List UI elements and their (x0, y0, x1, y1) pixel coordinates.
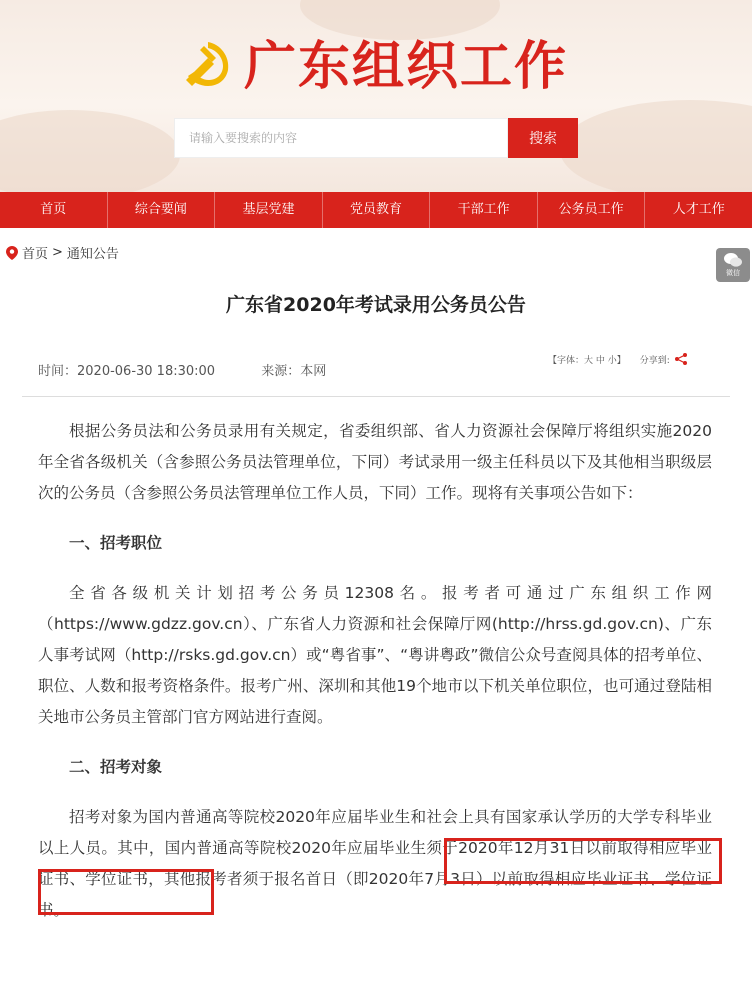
breadcrumb (6, 243, 119, 262)
publish-time: 时间：2020-06-30 18:30:00 (38, 364, 216, 379)
article-tools (548, 352, 688, 366)
article-title: 广东省2020年考试录用公务员公告 (226, 294, 526, 316)
article-source: 来源：本网 (261, 364, 327, 379)
nav-item-talent[interactable]: 人才工作 (672, 202, 725, 217)
site-header (0, 0, 752, 192)
nav-item-party-building[interactable]: 基层党建 (215, 192, 323, 228)
section-heading: 二、招考对象 (69, 758, 163, 776)
breadcrumb-home[interactable]: 首页 (22, 247, 49, 262)
nav-item-cadre-work[interactable]: 干部工作 (430, 192, 538, 228)
share-icon[interactable] (674, 352, 688, 366)
highlight-box (38, 869, 214, 915)
main-nav (0, 192, 752, 228)
nav-item-home[interactable]: 首页 (0, 192, 108, 228)
highlight-box (444, 838, 722, 884)
nav-item-member-education[interactable]: 党员教育 (323, 192, 431, 228)
nav-item-news[interactable]: 综合要闻 (108, 192, 216, 228)
divider (22, 396, 730, 397)
share-label: 分享到: (639, 355, 670, 366)
breadcrumb-current[interactable]: 通知公告 (66, 247, 119, 262)
section-heading: 一、招考职位 (69, 534, 163, 552)
search-button[interactable]: 搜索 (508, 118, 578, 158)
search-box (174, 118, 508, 158)
search-input[interactable] (175, 119, 507, 157)
paragraph-candidates: 招考对象为国内普通高等院校2020年应届毕业生和社会上具有国家承认学历的大学专科毕业以上人员。其中，国内普通高等院校2020年应届毕业生须于2020年12月31日以前取得相应毕业证书、学位证书，其他报考者须于报名首日（即2020年7月3日）以前取得相应毕业证书、学位证书。 (38, 808, 712, 919)
paragraph-positions: 全省各级机关计划招考公务员12308名。报考者可通过广东组织工作网（https://www.gdzz.gov.cn）、广东省人力资源和社会保障厅网(http://hrss.gd.gov.cn)、广东人事考试网（http://rsks.gd.gov.cn）或“粤省事”、“粤讲粤政”微信公众号查阅具体的招考单位、职位、人数和报考资格条件。报考广州、深圳和其他19个地市以下机关单位职位，也可通过登陆相关地市公务员主管部门官方网站进行查阅。 (38, 584, 712, 726)
party-emblem-icon (178, 36, 234, 92)
article-meta (38, 360, 326, 379)
wechat-icon (723, 252, 743, 268)
font-size-control[interactable]: 【字体：大 中 小】 (548, 355, 626, 366)
wechat-share-button[interactable] (716, 248, 750, 282)
paragraph-intro: 根据公务员法和公务员录用有关规定，省委组织部、省人力资源社会保障厅将组织实施2020年全省各级机关（含参照公务员法管理单位，下同）考试录用一级主任科员以下及其他相当职级层次的公务员（含参照公务员法管理单位工作人员，下同）工作。现将有关事项公告如下： (38, 422, 712, 502)
site-title: 广东组织工作 (244, 37, 569, 97)
location-pin-icon (6, 246, 18, 260)
breadcrumb-separator: > (52, 245, 63, 260)
wechat-label: 微信 (726, 269, 740, 277)
nav-item-civil-servant[interactable]: 公务员工作 (538, 192, 646, 228)
